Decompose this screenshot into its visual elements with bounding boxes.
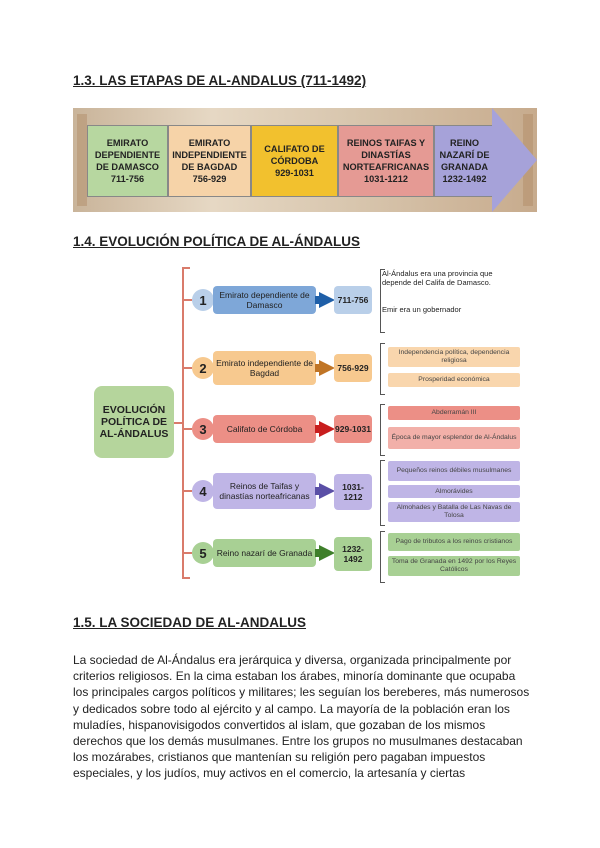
timeline-stage-dates: 929-1031 [275, 168, 314, 178]
stage-note: Toma de Granada en 1492 por los Reyes Católicos [388, 556, 520, 576]
stage-note: Al-Ándalus era una provincia que depende del Califa de Damasco. [382, 269, 493, 287]
stage-note: Época de mayor esplendor de Al-Ándalus [388, 427, 520, 449]
stage-number: 3 [192, 418, 214, 440]
arrow-icon [319, 421, 335, 437]
stage-label: Reino nazarí de Granada [213, 539, 316, 567]
bracket [380, 460, 385, 526]
timeline-arrow-head [492, 108, 537, 212]
bracket [380, 343, 385, 395]
stage-number: 5 [192, 542, 214, 564]
stage-note: Independencia política, dependencia religiosa [388, 347, 520, 367]
stage-number: 2 [192, 357, 214, 379]
diagram-root: EVOLUCIÓN POLÍTICA DE AL-ÁNDALUS [94, 386, 174, 458]
timeline-stage-label: REINOS TAIFAS Y DINASTÍAS NORTEAFRICANAS [342, 138, 430, 172]
arrow-icon [319, 292, 335, 308]
timeline-stage-label: EMIRATO DEPENDIENTE DE DAMASCO [94, 138, 161, 172]
stage-note: Prosperidad económica [388, 373, 520, 387]
timeline-stage-3 [251, 125, 338, 197]
timeline-stage-dates: 756-929 [192, 174, 227, 184]
arrow-icon [319, 545, 335, 561]
stage-note: Almorávides [388, 485, 520, 498]
timeline-stage-5 [434, 125, 494, 197]
timeline-stage-dates: 711-756 [110, 174, 145, 184]
section-title-evolucion: 1.4. EVOLUCIÓN POLÍTICA DE AL-ÁNDALUS [73, 234, 361, 249]
connector-spine [182, 267, 184, 579]
section-title-sociedad: 1.5. LA SOCIEDAD DE AL-ANDALUS [73, 615, 307, 630]
stage-note: Abderramán III [388, 406, 520, 420]
timeline-stage-label: EMIRATO INDEPENDIENTE DE BAGDAD [172, 138, 247, 172]
timeline-stage-label: CALIFATO DE CÓRDOBA [264, 144, 325, 166]
stage-label: Emirato independiente de Bagdad [213, 351, 316, 385]
bracket [380, 404, 385, 456]
section-title-etapas: 1.3. LAS ETAPAS DE AL-ANDALUS (711-1492) [73, 73, 367, 88]
timeline-stage-label: REINO NAZARÍ DE GRANADA [439, 138, 490, 172]
stage-note: Pequeños reinos débiles musulmanes [388, 461, 520, 481]
timeline-stage-1 [87, 125, 168, 197]
arrow-icon [319, 360, 335, 376]
timeline-banner [73, 108, 537, 212]
stage-note: Emir era un gobernador [382, 305, 462, 314]
timeline-stage-dates: 1031-1212 [364, 174, 408, 184]
stage-number: 4 [192, 480, 214, 502]
stage-label: Califato de Córdoba [213, 415, 316, 443]
stage-dates: 1031-1212 [334, 474, 372, 510]
evolution-diagram [90, 263, 530, 583]
timeline-stage-2 [168, 125, 251, 197]
stage-label: Emirato dependiente de Damasco [213, 286, 316, 314]
bracket [380, 531, 385, 583]
stage-dates: 929-1031 [334, 415, 372, 443]
timeline-stage-4 [338, 125, 434, 197]
arrow-icon [319, 483, 335, 499]
stage-number: 1 [192, 289, 214, 311]
stage-dates: 1232-1492 [334, 537, 372, 571]
stage-dates: 711-756 [334, 286, 372, 314]
stage-dates: 756-929 [334, 354, 372, 382]
stage-note: Almohades y Batalla de Las Navas de Tolosa [388, 502, 520, 522]
stage-label: Reinos de Taifas y dinastías norteafricanas [213, 473, 316, 509]
body-paragraph: La sociedad de Al-Ándalus era jerárquica y diversa, organizada principalmente por criterios religiosos. En la cima estaban los árabes, minoría dominante que ocupaba los principales cargos políticos y militares; les seguían los bereberes, más numerosos y dedicados sobre todo al ejército y al campo. La mayoría de la población eran los muladíes, hispanovisigodos convertidos al islam, que gozaban de los mismos derechos que los demás musulmanes. Entre los grupos no musulmanes destacaban los mozárabes, cristianos que mantenían su religión pero pagaban impuestos especiales, y los judíos, muy activos en el comercio, la artesanía y ciertas [73, 653, 530, 781]
timeline-stage-dates: 1232-1492 [442, 174, 487, 184]
stage-note: Pago de tributos a los reinos cristianos [388, 533, 520, 551]
